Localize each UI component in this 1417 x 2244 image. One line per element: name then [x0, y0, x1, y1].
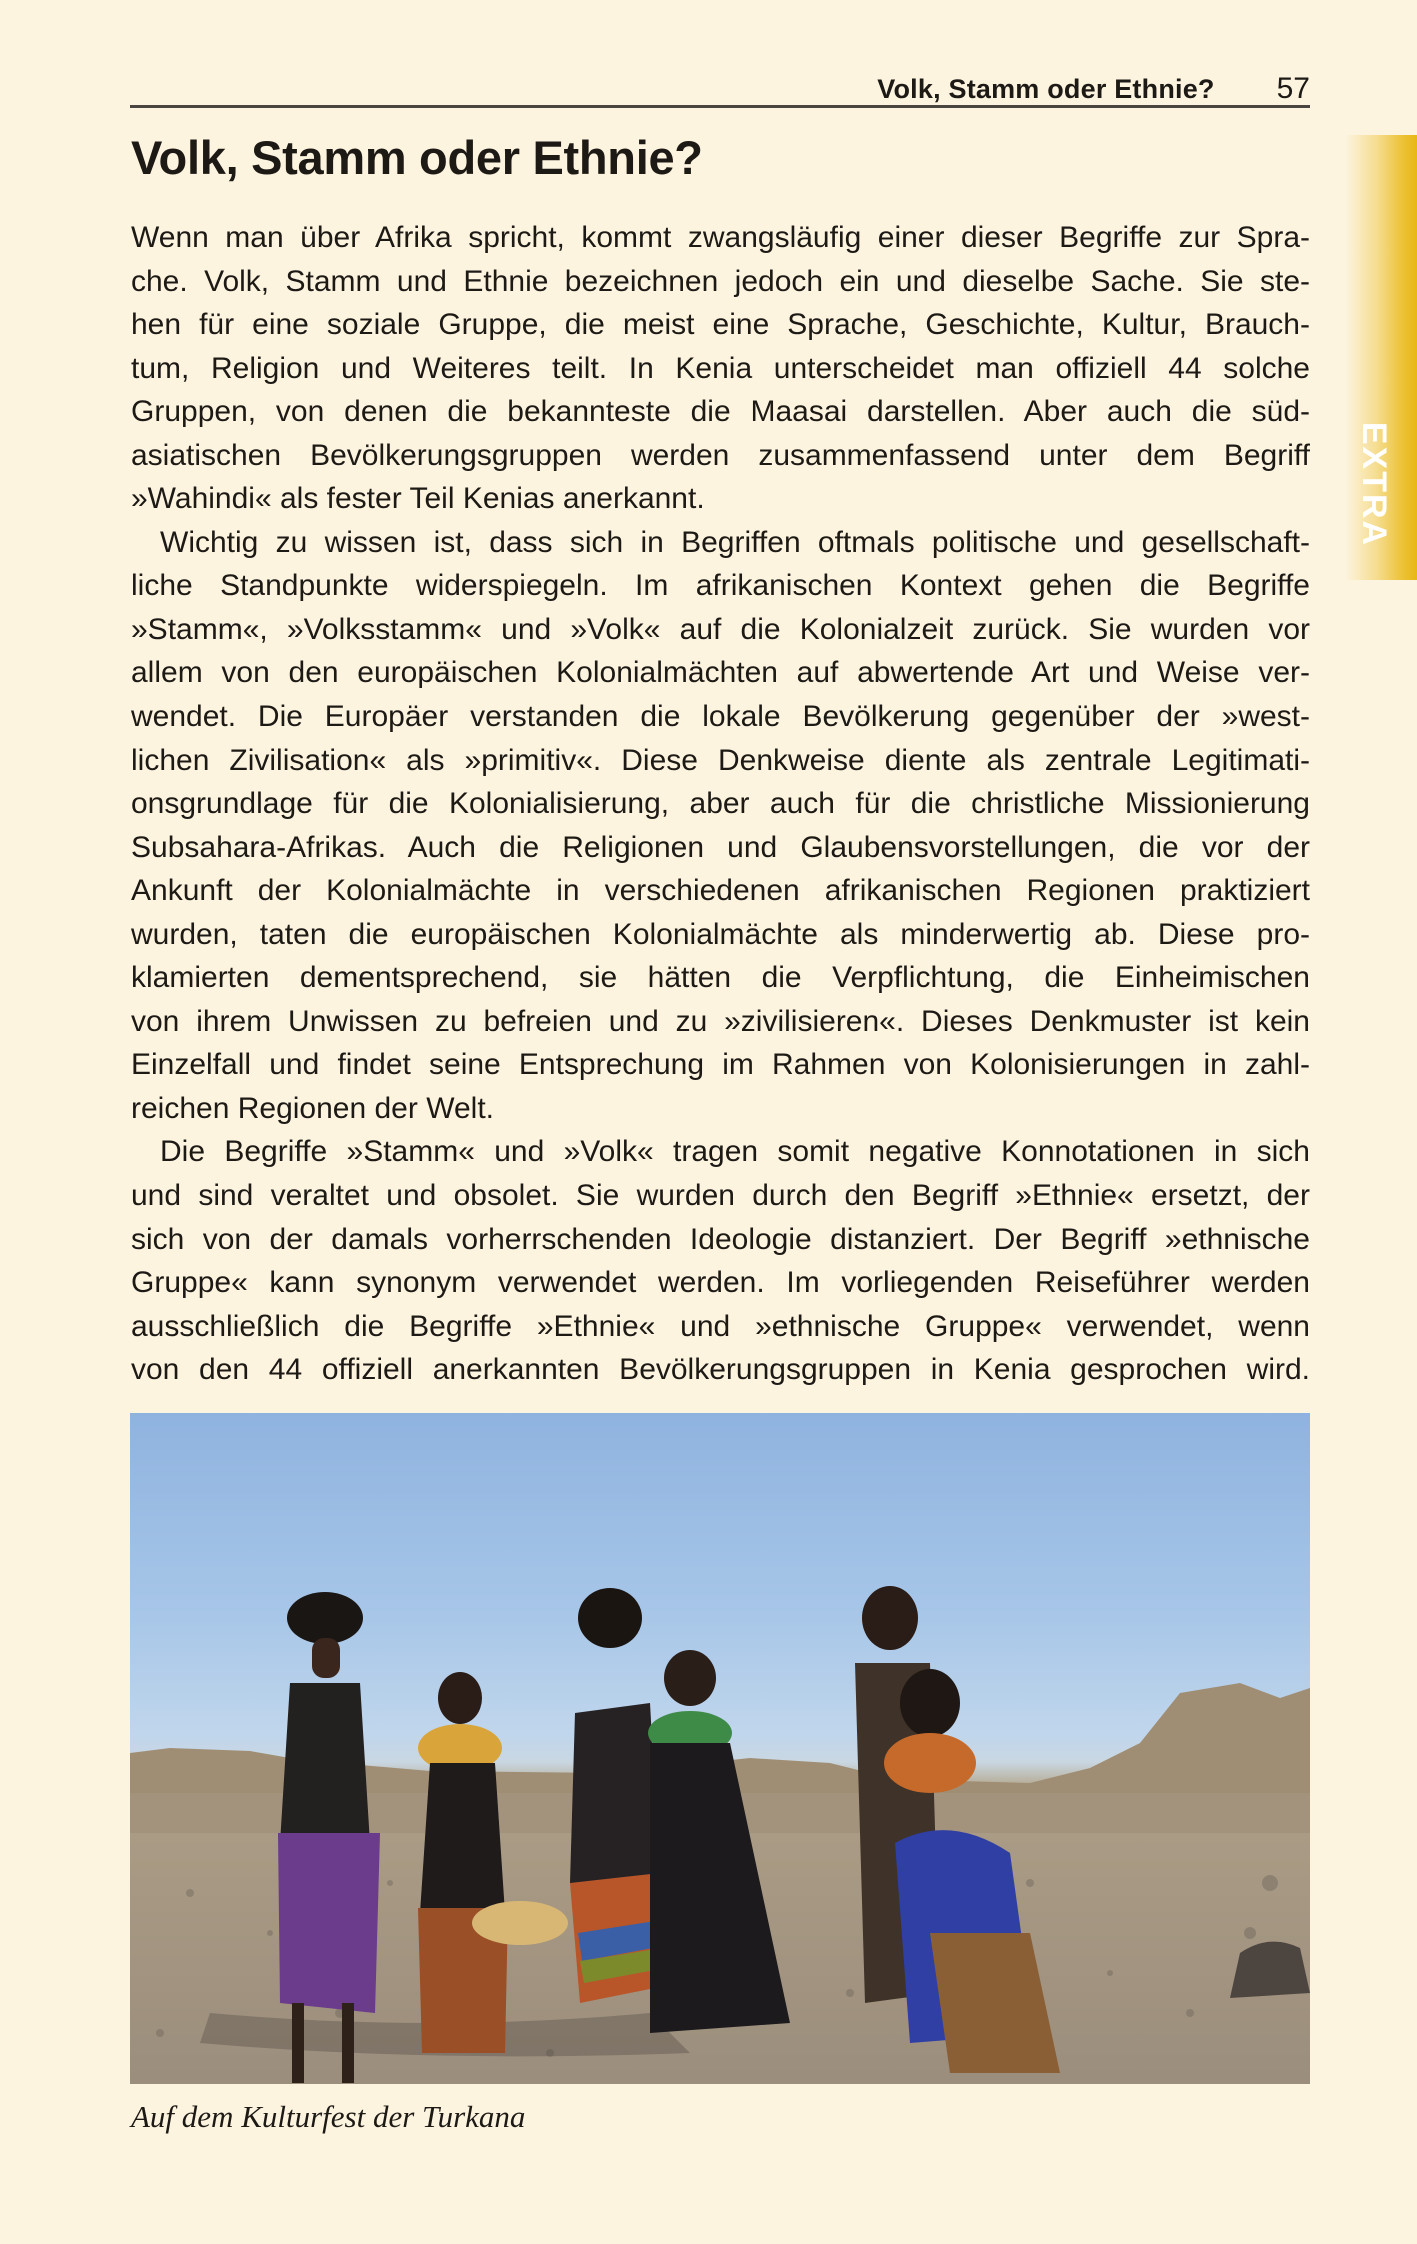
- text-line: wurden, taten die europäischen Kolonialmächte als minderwertig ab. Diese pro-: [131, 917, 1310, 951]
- text-line: Wichtig zu wissen ist, dass sich in Begriffen oftmals politische und gesellschaft-: [160, 525, 1310, 559]
- photo-turkana-dancers: [130, 1413, 1310, 2084]
- photo-caption: Auf dem Kulturfest der Turkana: [131, 2099, 526, 2134]
- side-tab-label: [1343, 388, 1405, 580]
- text-line: »Stamm«, »Volksstamm« und »Volk« auf die Kolonialzeit zurück. Sie wurden vor: [131, 612, 1310, 646]
- text-line: liche Standpunkte widerspiegeln. Im afrikanischen Kontext gehen die Begriffe: [131, 569, 1310, 603]
- side-tab-text: EXTRA: [1355, 421, 1394, 547]
- page-number: 57: [1276, 72, 1310, 105]
- text-line: asiatischen Bevölkerungsgruppen werden zusammenfassend unter dem Begriff: [131, 438, 1310, 472]
- paragraph-3: [131, 1130, 1310, 1391]
- article-title: Volk, Stamm oder Ethnie?: [131, 131, 703, 184]
- text-line: Gruppen, von denen die bekannteste die Maasai darstellen. Aber auch die süd-: [131, 395, 1310, 429]
- text-line: tum, Religion und Weiteres teilt. In Kenia unterscheidet man offiziell 44 solche: [131, 351, 1310, 385]
- text-line: allem von den europäischen Kolonialmächten auf abwertende Art und Weise ver-: [131, 656, 1310, 690]
- text-line: Gruppe« kann synonym verwendet werden. Im vorliegenden Reiseführer werden: [131, 1266, 1310, 1300]
- text-line: Wenn man über Afrika spricht, kommt zwangsläufig einer dieser Begriffe zur Spra-: [131, 221, 1310, 254]
- text-line: onsgrundlage für die Kolonialisierung, aber auch für die christliche Missionierung: [131, 787, 1310, 821]
- text-line: Subsahara-Afrikas. Auch die Religionen und Glaubensvorstellungen, die vor der: [131, 830, 1310, 864]
- running-header: [130, 62, 1310, 106]
- running-header-title: Volk, Stamm oder Ethnie?: [877, 74, 1215, 104]
- paragraph-1: [131, 216, 1310, 521]
- text-line: Ankunft der Kolonialmächte in verschiedenen afrikanischen Regionen praktiziert: [131, 874, 1310, 908]
- text-line: ausschließlich die Begriffe »Ethnie« und »ethnische Gruppe« verwendet, wenn: [131, 1309, 1310, 1343]
- text-line: klamierten dementsprechend, sie hätten die Verpflichtung, die Einheimischen: [131, 961, 1310, 995]
- text-line: »Wahindi« als fester Teil Kenias anerkannt.: [131, 482, 705, 516]
- text-line: von den 44 offiziell anerkannten Bevölkerungsgruppen in Kenia gesprochen wird.: [131, 1353, 1310, 1387]
- text-line: reichen Regionen der Welt.: [131, 1091, 494, 1125]
- text-line: von ihrem Unwissen zu befreien und zu »zivilisieren«. Dieses Denkmuster ist kein: [131, 1004, 1310, 1038]
- text-line: hen für eine soziale Gruppe, die meist eine Sprache, Geschichte, Kultur, Brauch-: [131, 308, 1310, 342]
- text-line: sich von der damals vorherrschenden Ideologie distanziert. Der Begriff »ethnische: [131, 1222, 1310, 1256]
- article-body: [131, 216, 1310, 1392]
- paragraph-2: [131, 521, 1310, 1131]
- text-line: wendet. Die Europäer verstanden die lokale Bevölkerung gegenüber der »west-: [131, 700, 1310, 734]
- text-line: und sind veraltet und obsolet. Sie wurden durch den Begriff »Ethnie« ersetzt, der: [131, 1179, 1310, 1213]
- text-line: che. Volk, Stamm und Ethnie bezeichnen jedoch ein und dieselbe Sache. Sie ste-: [131, 264, 1310, 298]
- text-line: Die Begriffe »Stamm« und »Volk« tragen somit negative Konnotationen in sich: [160, 1135, 1310, 1169]
- header-rule: [130, 105, 1310, 108]
- text-line: Einzelfall und findet seine Entsprechung im Rahmen von Kolonisierungen in zahl-: [131, 1048, 1310, 1082]
- text-line: lichen Zivilisation« als »primitiv«. Diese Denkweise diente als zentrale Legitimati-: [131, 743, 1310, 777]
- photo-illustration: [130, 1413, 1310, 2084]
